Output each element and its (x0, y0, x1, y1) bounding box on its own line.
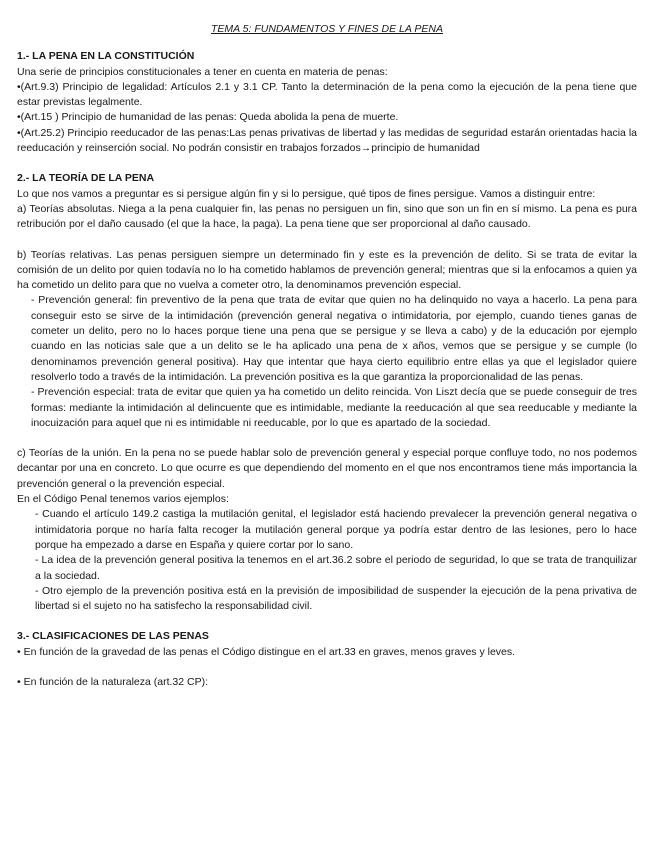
list-item: - Otro ejemplo de la prevención positiva está en la previsión de imposibilidad de suspender la ejecución de la pena privativa de libertad si el sujeto no ha satisfecho la responsabilidad civil. (35, 584, 637, 613)
list-item: • En función de la naturaleza (art.32 CP): (17, 675, 209, 688)
list-item: • En función de la gravedad de las penas el Código distingue en el art.33 en graves, menos graves y leves. (17, 645, 516, 658)
paragraph: c) Teorías de la unión. En la pena no se puede hablar solo de prevención general y especial porque confluye todo, no nos podemos decantar por una en concreto. Lo que ocurre es que dependiendo del momento en el que nos encontramos tiene más importancia la prevención general o la prevención especial. (17, 447, 637, 490)
list-item: •(Art.25.2) Principio reeducador de las penas:Las penas privativas de libertad y las medidas de seguridad estarán orientadas hacia la reeducación y reinserción social. No podrán consistir en trabajos forzados→principio de humanidad (17, 126, 637, 155)
section-clasificaciones (17, 629, 637, 690)
paragraph: - Prevención general: fin preventivo de la pena que trata de evitar que quien no ha delinquido no vaya a hacerlo. La pena para conseguir esto se sirve de la intimidación (prevención general negativa o intimidatoria, por ejemplo, cuando tienes ganas de cometer un delito, pero no lo haces porque tiene una pena que se persigue y se lleva a cabo) y de la educación por ejemplo cuando en las noticias sale que a un delito se le ha aplicado una pena de x años, vemos que se persigue y se cumple (lo denominamos prevención general positiva). Hay que intentar que haya cierto equilibrio entre ellas ya que el legislador quiere resolverlo todo a través de la intimidación. La prevención positiva es la que garantiza la proporcionalidad de las penas. (31, 294, 637, 383)
paragraph: Lo que nos vamos a preguntar es si persigue algún fin y si lo persigue, qué tipos de fines persigue. Vamos a distinguir entre: (17, 187, 596, 200)
list-item: •(Art.9.3) Principio de legalidad: Artículos 2.1 y 3.1 CP. Tanto la determinación de la pena como la ejecución de la pena tiene que estar previstas legalmente. (17, 80, 637, 109)
paragraph: b) Teorías relativas. Las penas persiguen siempre un determinado fin y este es la prevención de delito. Si se trata de evitar la comisión de un delito por quien todavía no lo ha cometido hablamos de prevención general; mientras que si la enfocamos a quien ya ha cometido un delito para que no vuelva a cometer otro, la denominamos prevención especial. (17, 248, 637, 292)
list-item: - La idea de la prevención general positiva la tenemos en el art.36.2 sobre el periodo de seguridad, lo que se trata de tranquilizar a la sociedad. (35, 554, 637, 582)
document-title: TEMA 5: FUNDAMENTOS Y FINES DE LA PENA (210, 23, 444, 35)
list-item: •(Art.15 ) Principio de humanidad de las penas: Queda abolida la pena de muerte. (17, 111, 399, 124)
section-heading: 2.- LA TEORÍA DE LA PENA (17, 172, 155, 185)
list-item: - Cuando el artículo 149.2 castiga la mutilación genital, el legislador está haciendo prevalecer la prevención general negativa o intimidatoria porque no haría falta recoger la mutilación general porque ya podría estar dentro de las lesiones, pero lo hace porque ha empezado a darse en España y quiere cortar por lo sano. (35, 508, 637, 551)
section-constitucion (17, 49, 637, 156)
paragraph: Una serie de principios constitucionales a tener en cuenta en materia de penas: (17, 65, 388, 78)
document-page (17, 22, 637, 690)
paragraph: En el Código Penal tenemos varios ejemplos: (17, 493, 229, 506)
section-heading: 1.- LA PENA EN LA CONSTITUCIÓN (17, 50, 195, 63)
paragraph: - Prevención especial: trata de evitar que quien ya ha cometido un delito reincida. Von Liszt decía que se puede conseguir de tres formas: mediante la intimidación al delincuente que es intimidable, mediante la reeducación al que sea reeducable y mediante la inocuización para aquel que ni es intimidable ni reeducable, por lo que es apartado de la sociedad. (31, 386, 637, 429)
paragraph: a) Teorías absolutas. Niega a la pena cualquier fin, las penas no persiguen un fin, sino que son un fin en sí mismo. La pena es pura retribución por el daño causado (el que la hace, la paga). La pena tiene que ser proporcional al daño causado. (17, 202, 637, 231)
section-teoria (17, 171, 637, 614)
section-heading: 3.- CLASIFICACIONES DE LAS PENAS (17, 630, 209, 643)
